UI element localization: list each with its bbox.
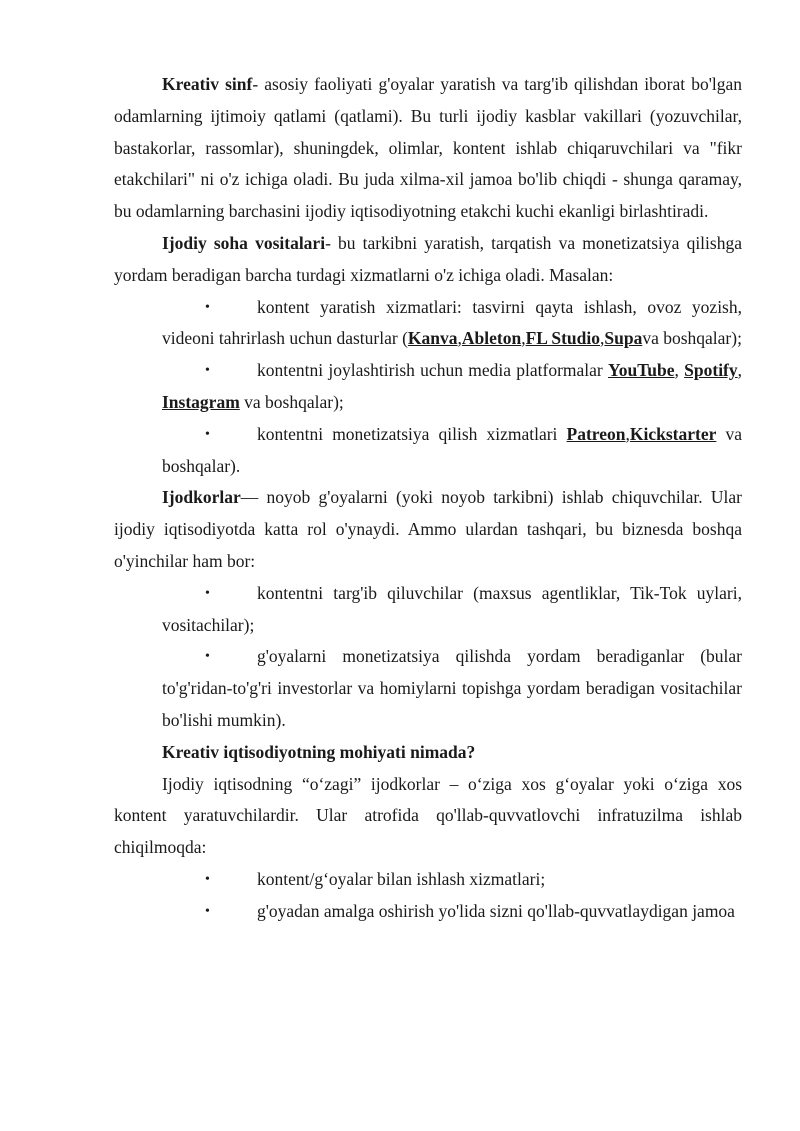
list-item-tail: va boshqalar). xyxy=(162,423,742,476)
list-item-support-team xyxy=(162,896,742,928)
bullet-icon: • xyxy=(205,871,210,887)
link-kickstarter[interactable]: Kickstarter xyxy=(629,423,717,444)
paragraph-text: - asosiy faoliyati g'oyalar yaratish va targ'ib qilishdan iborat bo'lgan odamlarning ijtimoiy qatlami (qatlami). Bu turli ijodiy kasblar vakillari (yozuvchilar, bastakorlar, rassomlar), shuningdek, olimlar, kontent ishlab chiqaruvchilari va "fikr etakchilari" ni o'z ichiga oladi. Bu juda xilma-xil jamoa bo'lib chiqdi - shunga qaramay, bu odamlarning barchasini ijodiy iqtisodiyotning etakchi kuchi ekanligi birlashtiradi. xyxy=(114,74,742,222)
list-item-text: kontent yaratish xizmatlari: tasvirni qayta ishlash, ovoz yozish, videoni tahrirlash uchun dasturlar ( xyxy=(162,296,742,349)
link-fl-studio[interactable]: FL Studio xyxy=(525,328,600,349)
bullet-icon: • xyxy=(205,649,210,665)
link-spotify[interactable]: Spotify xyxy=(684,360,738,381)
section-heading xyxy=(162,737,742,769)
paragraph-creators xyxy=(114,482,742,577)
separator: , xyxy=(625,423,630,444)
separator: , xyxy=(457,328,462,349)
link-ableton[interactable]: Ableton xyxy=(461,328,522,349)
term-creators: Ijodkorlar xyxy=(162,487,241,508)
list-item-text: kontent/g‘oyalar bilan ishlash xizmatlari; xyxy=(257,868,546,889)
separator: , xyxy=(674,360,685,381)
link-youtube[interactable]: YouTube xyxy=(608,360,675,381)
paragraph-core xyxy=(114,769,742,864)
link-supa[interactable]: Supa xyxy=(604,328,643,349)
list-item-text: g'oyadan amalga oshirish yo'lida sizni qo'llab-quvvatlaydigan jamoa xyxy=(257,900,735,921)
bullet-icon: • xyxy=(205,426,210,442)
list-item-media-platforms xyxy=(162,355,742,419)
list-item-promoters xyxy=(162,578,742,642)
list-item-text: g'oyalarni monetizatsiya qilishda yordam beradiganlar (bular to'g'ridan-to'g'ri investorlar va homiylarni topishga yordam beradigan vositachilar bo'lishi mumkin). xyxy=(162,646,742,730)
bullet-icon: • xyxy=(205,903,210,919)
list-item-monetization xyxy=(162,419,742,483)
bullet-icon: • xyxy=(205,363,210,379)
list-item-tail: va boshqalar); xyxy=(642,328,742,349)
list-item-tail: va boshqalar); xyxy=(239,391,344,412)
link-kanva[interactable]: Kanva xyxy=(407,328,458,349)
paragraph-text: — noyob g'oyalarni (yoki noyob tarkibni) ishlab chiquvchilar. Ular ijodiy iqtisodiyotda katta rol o'ynaydi. Ammo ulardan tashqari, bu biznesda boshqa o'yinchilar ham bor: xyxy=(114,487,742,571)
paragraph-text: - bu tarkibni yaratish, tarqatish va monetizatsiya qilishga yordam beradigan barcha turdagi xizmatlarni o'z ichiga oladi. Masalan: xyxy=(114,232,742,285)
paragraph-text: Ijodiy iqtisodning “o‘zagi” ijodkorlar – o‘ziga xos g‘oyalar yoki o‘ziga xos kontent yaratuvchilardir. Ular atrofida qo'llab-quvvatlovchi infratuzilma ishlab chiqilmoqda: xyxy=(114,773,742,858)
separator: , xyxy=(600,328,605,349)
heading-text: Kreativ iqtisodiyotning mohiyati nimada? xyxy=(162,741,476,762)
term-creative-tools: Ijodiy soha vositalari xyxy=(162,232,326,253)
document-page xyxy=(114,69,742,928)
paragraph-creative-class xyxy=(114,69,742,228)
list-item-content-creation xyxy=(162,292,742,356)
list-item-text: kontentni monetizatsiya qilish xizmatlari xyxy=(257,423,567,444)
term-creative-class: Kreativ sinf xyxy=(162,74,253,94)
list-item-content-services xyxy=(162,864,742,896)
separator: , xyxy=(737,360,743,381)
list-item-monetization-helpers xyxy=(162,641,742,736)
list-item-text: kontentni targ'ib qiluvchilar (maxsus agentliklar, Tik-Tok uylari, vositachilar); xyxy=(162,582,742,635)
paragraph-creative-tools xyxy=(114,228,742,292)
link-patreon[interactable]: Patreon xyxy=(566,423,626,444)
bullet-icon: • xyxy=(205,299,210,315)
list-item-text: kontentni joylashtirish uchun media platformalar xyxy=(257,360,609,381)
bullet-icon: • xyxy=(205,585,210,601)
separator: , xyxy=(521,328,526,349)
link-instagram[interactable]: Instagram xyxy=(162,391,240,412)
